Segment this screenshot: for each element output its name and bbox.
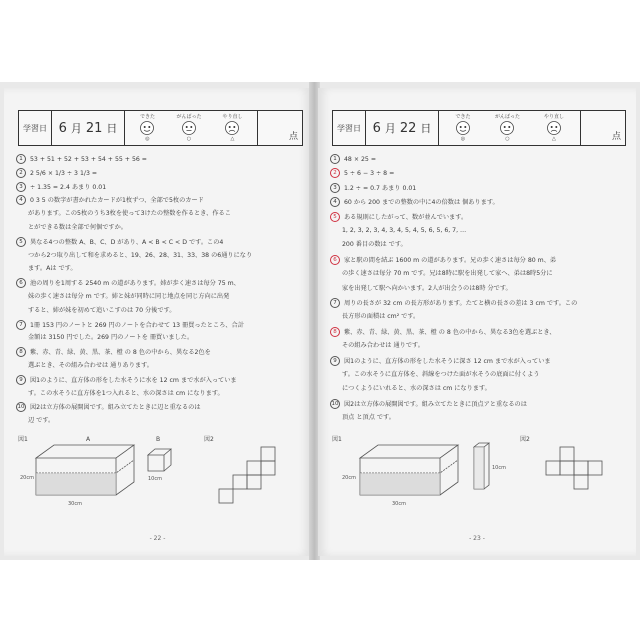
question-line — [330, 154, 376, 164]
study-date — [366, 111, 439, 145]
question-line — [16, 195, 204, 205]
left-header — [18, 110, 303, 146]
question-text: 2 5/6 × 1/3 ÷ 3 1/3 = — [30, 169, 98, 177]
question-text: 家を出発して駅へ向かいます。2人が出会うのは8時 分です。 — [342, 284, 512, 292]
left-figures — [16, 433, 301, 513]
character-face-icon — [546, 120, 562, 136]
question-text: すると、姉が妹を初めて追いこすのは 70 分後です。 — [28, 306, 176, 314]
question-line — [330, 284, 512, 293]
question-text: 48 × 25 = — [344, 156, 377, 163]
fig1-label: 図1 — [18, 436, 28, 443]
fig1-a-label: A — [86, 436, 91, 443]
question-text: 200 番目の数は です。 — [342, 241, 407, 249]
question-number: 2 — [16, 168, 26, 178]
right-figures — [330, 433, 625, 513]
question-line — [330, 226, 466, 235]
question-number: 3 — [330, 183, 340, 193]
question-text: ます。Aは です。 — [28, 265, 77, 273]
question-line — [16, 306, 175, 315]
question-number: 8 — [16, 347, 26, 357]
question-text: 辺 です。 — [28, 417, 55, 425]
question-text: ÷ 1.35 = 2.4 あまり 0.01 — [30, 183, 107, 191]
fig1-tank — [36, 445, 134, 495]
question-text: 図2は立方体の展開図です。組み立てたときに頂点アと重なるのは — [344, 400, 527, 408]
question-text: 頂点 と頂点 です。 — [342, 414, 395, 422]
fig1-length: 30cm — [392, 501, 406, 507]
question-line — [330, 384, 491, 393]
question-number: 1 — [330, 154, 340, 164]
character-good: できた ◎ — [139, 114, 155, 142]
question-line — [330, 197, 499, 207]
question-line — [16, 209, 231, 218]
question-number: 5 — [330, 212, 340, 222]
question-text: 53 + 51 + 52 + 53 + 54 + 55 + 56 = — [30, 156, 147, 163]
question-number: 10 — [331, 400, 339, 407]
study-date-label: 学習日 — [333, 111, 366, 145]
question-text: があります。この5枚のうち3枚を使って3けたの整数を作るとき、作るこ — [28, 210, 231, 218]
question-line — [16, 251, 252, 260]
fig1-block — [148, 449, 171, 471]
question-line — [330, 298, 577, 308]
question-number: 3 — [16, 182, 26, 192]
question-line — [16, 168, 97, 178]
character-face-icon — [139, 120, 155, 136]
day: 22 — [399, 120, 417, 136]
character-ok: がんばった ○ — [494, 114, 520, 142]
character-face-icon — [499, 120, 515, 136]
question-text: 家と駅の間を結ぶ 1600 m の道があります。兄の歩く速さは毎分 80 m、弟 — [344, 256, 557, 264]
self-evaluation-characters — [125, 111, 258, 145]
question-line — [330, 370, 540, 379]
fig2-net — [546, 447, 602, 489]
question-number: 9 — [330, 356, 340, 366]
question-number: 7 — [330, 298, 340, 308]
question-line — [330, 413, 395, 422]
question-line — [16, 416, 54, 425]
question-text: その組み合わせは 通りです。 — [342, 342, 424, 350]
question-text: 5 ÷ 6 − 3 ÷ 8 = — [344, 170, 395, 178]
question-line — [16, 320, 244, 330]
question-line — [16, 182, 106, 192]
character-face-icon — [224, 120, 240, 136]
fig1-tank — [360, 445, 458, 495]
fig1-height: 20cm — [342, 475, 356, 481]
question-text: 異なる4つの整数 A、B、C、D があり、A < B < C < D です。この4 — [30, 238, 224, 246]
question-text: す。この水そうに直方体を1つ入れると、水の深さは cm になります。 — [28, 389, 224, 397]
question-line — [16, 375, 237, 385]
question-line — [330, 399, 527, 409]
question-text: 図2は立方体の展開図です。組み立てたときに辺と重なるのは — [30, 404, 201, 412]
question-text: 図1のように、直方体の形をした水そうに深さ 12 cm まで水が入っていま — [344, 357, 551, 365]
question-number: 2 — [330, 168, 340, 178]
question-line — [16, 292, 229, 301]
question-line — [330, 168, 394, 178]
fig1-prism — [474, 443, 489, 489]
question-number: 6 — [16, 278, 26, 288]
question-text: につくようにいれると、水の深さは cm になります。 — [342, 385, 491, 393]
question-text: す。この水そうに直方体を、斜線をつけた面が水そうの底面に付くよう — [342, 371, 540, 378]
question-number: 8 — [330, 327, 340, 337]
question-line — [16, 402, 201, 412]
question-text: 紫、赤、青、緑、黄、黒、茶、橙 の 8 色の中から、異なる2色を — [30, 349, 211, 357]
study-date — [52, 111, 125, 145]
question-line — [330, 240, 407, 249]
fig1-b-label: B — [156, 436, 161, 443]
question-line — [330, 327, 556, 337]
score-box: 点 — [288, 132, 298, 142]
question-number: 1 — [16, 154, 26, 164]
month: 6 — [372, 120, 381, 136]
question-number: 4 — [16, 195, 26, 205]
question-line — [330, 212, 467, 222]
question-line — [330, 183, 416, 193]
right-header — [332, 110, 626, 146]
month-unit: 月 — [70, 122, 82, 135]
character-face-icon — [455, 120, 471, 136]
question-number: 6 — [330, 255, 340, 265]
month: 6 — [58, 120, 67, 136]
question-line — [330, 312, 419, 321]
question-number: 4 — [330, 197, 340, 207]
fig2-label: 図2 — [520, 436, 530, 443]
day-unit: 日 — [420, 122, 432, 135]
character-retry: やり直し △ — [222, 114, 243, 142]
self-evaluation-characters — [439, 111, 581, 145]
question-text: 図1のように、直方体の形をした水そうに水を 12 cm まで水が入っていま — [30, 376, 237, 384]
question-line — [16, 223, 127, 232]
question-line — [330, 269, 553, 278]
question-text: 池の周りを1周する 2540 m の道があります。姉が歩く速さは毎分 75 m、 — [30, 280, 240, 288]
question-text: ある規則にしたがって、数が並んでいます。 — [344, 213, 468, 221]
question-text: 長方形の面積は cm² です。 — [342, 313, 420, 321]
question-text: 妹の歩く速さは毎分 m です。姉と妹が同時に同じ地点を同じ方向に出発 — [28, 293, 230, 300]
question-text: 0 3 5 の数字が書かれたカードが1枚ずつ、全部で5枚のカード — [30, 197, 204, 205]
question-number: 9 — [16, 375, 26, 385]
question-text: の歩く速さは毎分 70 m です。兄は8時に駅を出発して家へ、弟は8時5分に — [342, 270, 553, 278]
fig1-length: 30cm — [68, 501, 82, 507]
character-ok: がんばった ○ — [176, 114, 202, 142]
question-line — [16, 347, 211, 357]
month-unit: 月 — [384, 122, 396, 135]
question-line — [16, 264, 77, 273]
page-number: - 22 - — [149, 535, 166, 542]
question-text: 金額は 3150 円でした。269 円のノートを 冊買いました。 — [28, 334, 194, 342]
question-line — [330, 356, 551, 366]
question-text: 紫、赤、青、緑、黄、黒、茶、橙 の 8 色の中から、異なる3色を選ぶとき、 — [344, 328, 556, 336]
question-line — [330, 255, 556, 265]
question-text: つから2つ取り出して和を求めると、19、26、28、31、33、38 の6通りになり — [28, 251, 253, 259]
question-number: 5 — [16, 237, 26, 247]
question-line — [16, 333, 193, 342]
day-unit: 日 — [106, 122, 118, 135]
character-face-icon — [181, 120, 197, 136]
question-text: 1, 2, 3, 2, 3, 4, 3, 4, 5, 4, 5, 6, 5, 6, 7, … — [342, 227, 467, 234]
right-page — [318, 88, 636, 556]
question-number: 10 — [17, 404, 25, 411]
fig1-block-size: 10cm — [148, 476, 162, 482]
question-text: 1.2 ÷ = 0.7 あまり 0.01 — [344, 184, 417, 192]
question-number: 7 — [16, 320, 26, 330]
left-page — [4, 88, 311, 556]
question-text: 60 から 200 までの整数の中に4の倍数は 個あります。 — [344, 199, 499, 207]
fig2-label: 図2 — [204, 436, 214, 443]
fig1-label: 図1 — [332, 436, 342, 443]
question-text: 周りの長さが 32 cm の長方形があります。たてと横の長さの差は 3 cm です。この — [344, 300, 578, 307]
character-good: できた ◎ — [455, 114, 471, 142]
character-retry: やり直し △ — [543, 114, 564, 142]
question-line — [16, 237, 223, 247]
question-line — [16, 278, 240, 288]
question-line — [330, 341, 424, 350]
question-line — [16, 154, 147, 164]
fig2-net — [219, 447, 275, 503]
day: 21 — [85, 120, 103, 136]
question-text: とができる数は全部で何個ですか。 — [28, 224, 127, 231]
fig1-prism-size: 10cm — [492, 465, 506, 471]
question-text: 選ぶとき、その組み合わせは 通りあります。 — [28, 362, 153, 369]
question-line — [16, 389, 224, 398]
study-date-label: 学習日 — [19, 111, 52, 145]
page-number: - 23 - — [469, 535, 485, 542]
score-box: 点 — [611, 132, 621, 142]
fig1-height: 20cm — [20, 475, 34, 481]
question-text: 1冊 153 円のノートと 269 円のノートを合わせて 13 冊買ったところ、合計 — [30, 321, 244, 329]
question-line — [16, 361, 153, 370]
